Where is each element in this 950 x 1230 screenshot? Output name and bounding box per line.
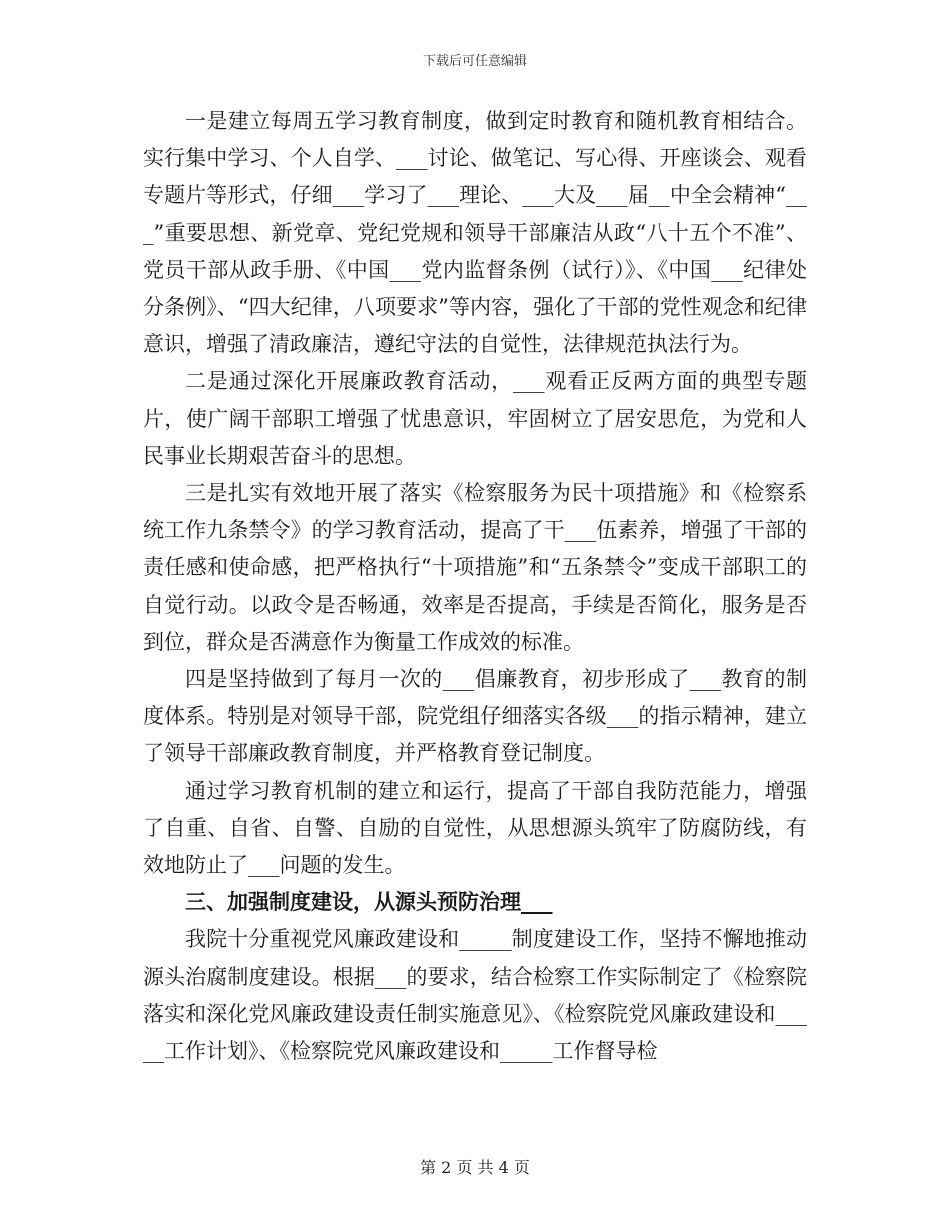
- document-body: [143, 103, 807, 1070]
- paragraph-2: 二是通过深化开展廉政教育活动，___观看正反两方面的典型专题片，使广阔干部职工增强了忧患意识，牢固树立了居安思危，为党和人民事业长期艰苦奋斗的思想。: [143, 369, 807, 468]
- section-heading: 三、加强制度建设，从源头预防治理___: [185, 890, 553, 915]
- closing-paragraph: 我院十分重视党风廉政建设和_____制度建设工作，坚持不懈地推动源头治腐制度建设。根据___的要求，结合检察工作实际制定了《检察院落实和深化党风廉政建设责任制实施意见》、《检察院党风廉政建设和_____工作计划》、《检察院党风廉政建设和_____工作督导检: [143, 927, 807, 1064]
- paragraph-1: 一是建立每周五学习教育制度，做到定时教育和随机教育相结合。实行集中学习、个人自学、___讨论、做笔记、写心得、开座谈会、观看专题片等形式，仔细___学习了___理论、___大及___届__中全会精神“___”重要思想、新党章、党纪党规和领导干部廉洁从政“八十五个不准”、党员干部从政手册、《中国___党内监督条例（试行）》、《中国___纪律处分条例》、“四大纪律，八项要求”等内容，强化了干部的党性观念和纪律意识，增强了清政廉洁，遵纪守法的自觉性，法律规范执法行为。: [143, 109, 807, 357]
- page-footer: 第 2 页 共 4 页: [420, 1158, 530, 1177]
- paragraph-5: 通过学习教育机制的建立和运行，提高了干部自我防范能力，增强了自重、自省、自警、自励的自觉性，从思想源头筑牢了防腐防线，有效地防止了___问题的发生。: [143, 778, 807, 878]
- page-header: 下载后可任意编辑: [422, 54, 527, 69]
- paragraph-3: 三是扎实有效地开展了落实《检察服务为民十项措施》和《检察系统工作九条禁令》的学习教育活动，提高了干___伍素养，增强了干部的责任感和使命感，把严格执行“十项措施”和“五条禁令”变成干部职工的自觉行动。以政令是否畅通，效率是否提高，手续是否简化，服务是否到位，群众是否满意作为衡量工作成效的标准。: [143, 481, 807, 654]
- paragraph-4: 四是坚持做到了每月一次的___倡廉教育，初步形成了___教育的制度体系。特别是对领导干部，院党组仔细落实各级___的指示精神，建立了领导干部廉政教育制度，并严格教育登记制度。: [143, 667, 807, 766]
